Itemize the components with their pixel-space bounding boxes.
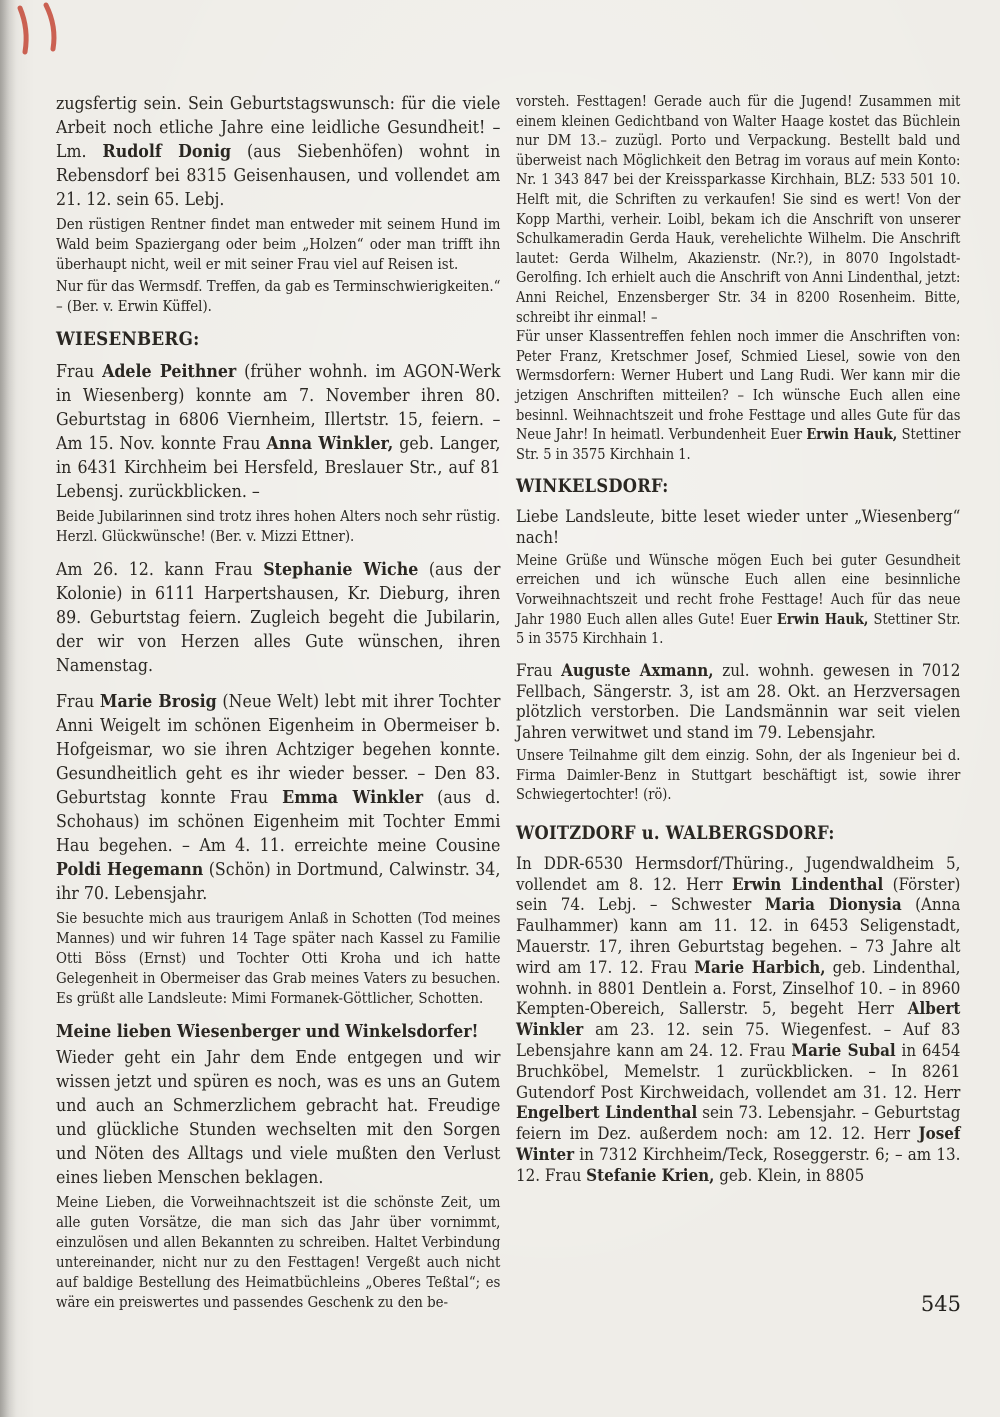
report-note-formanek: Sie besuchte mich aus traurigem Anlaß in Schotten (Tod meines Mannes) und wir fuhren 14 Tage später nach Kassel zu Familie Otti Böss (Ernst) und Tochter Otti Kroha und ich hatte Gelegenheit in Obermeiser das Grab meines Vaters zu besuchen. Es grüßt alle Landsleute: Mimi Formanek-Göttlicher, Schotten.: [56, 909, 501, 1007]
section-heading-woitzdorf-walbergsdorf: WOITZDORF u. WALBERGSDORF:: [516, 822, 835, 844]
section-heading-wiesenberg: WIESENBERG:: [56, 328, 200, 350]
editor-note-vorweihnachtszeit: Meine Lieben, die Vorweihnachtszeit ist die schönste Zeit, um alle guten Vorsätze, die man sich das Jahr über vornimmt, einzulösen und allen Bekannten zu schreiben. Haltet Verbindung untereinander, nicht nur zu den Festtagen! Vergeßt auch nicht auf baldige Bestellung des Heimatbüchleins „Oberes Teßtal“; es wäre ein preiswertes und passendes Geschenk zu den be-: [56, 1193, 501, 1311]
article-rudolf-donig: zugsfertig sein. Sein Geburtstagswunsch: für die viele Arbeit noch etliche Jahre eine leidliche Gesundheit! – Lm. Rudolf Donig (aus Siebenhöfen) wohnt in Rebensdorf bei 8315 Geisenhausen, und vollendet am 21. 12. sein 65. Lebj.: [56, 93, 501, 210]
article-stephanie-wiche: Am 26. 12. kann Frau Stephanie Wiche (aus der Kolonie) in 6111 Harpertshausen, Kr. Dieburg, ihren 89. Geburtstag feiern. Zugleich begeht die Jubilarin, der wir von Herzen alles Gute wünschen, ihren Namenstag.: [56, 559, 501, 676]
page-number: 545: [920, 1292, 961, 1316]
right-column: [516, 92, 960, 1199]
note-winkelsdorf-greeting: Meine Grüße und Wünsche mögen Euch bei guter Gesundheit erreichen und ich wünsche Euch allen eine besinnliche Vorweihnachtszeit und recht frohe Festtage! Auch für das neue Jahr 1980 Euch allen alles Gute! Euer Erwin Hauk, Stettiner Str. 5 in 3575 Kirchhain 1.: [516, 551, 961, 648]
red-pen-marks: [6, 0, 76, 62]
left-column: [56, 92, 500, 1324]
section-heading-winkelsdorf: WINKELSDORF:: [516, 476, 669, 498]
report-note-donig: Den rüstigen Rentner findet man entweder mit seinem Hund im Wald beim Spaziergang oder beim „Holzen“ oder man trifft ihn überhaupt nicht, weil er mit seiner Frau viel auf Reisen ist.: [56, 215, 501, 273]
red-pen-stroke: [46, 5, 54, 49]
red-pen-stroke: [20, 8, 26, 52]
continuation-note-hauk: vorsteh. Festtagen! Gerade auch für die Jugend! Zusammen mit einem kleinen Gedichtband von Walter Haage kostet das Büchlein nur DM 13.– zuzügl. Porto und Verpackung. Bestellt bald und überweist nach Möglichkeit den Betrag im voraus auf mein Konto: Nr. 1 343 847 bei der Kreissparkasse Kirchhain, BLZ: 533 501 10. Helft mit, die Schriften zu verkaufen! Sie sind es wert! Von der Kopp Marthi, verheir. Loibl, bekam ich die Anschrift von unserer Schulkameradin Gerda Hauk, verehelichte Wilhelm. Die Anschrift lautet: Gerda Wilhelm, Akazienstr. (Nr.?), in 8070 Ingolstadt-Gerolfing. Ich erhielt auch die Anschrift von Anni Lindenthal, jetzt: Anni Reichel, Enzensberger Str. 34 in 8200 Rosenheim. Bitte, schreibt ihr einmal! – Für unser Klassentreffen fehlen noch immer die Anschriften von: Peter Franz, Kretschmer Josef, Schmied Liesel, sowie von den Wermsdorfern: Werner Hubert und Lang Rudi. Wer kann mir die jetzigen Anschriften mitteilen? – Ich wünsche Euch allen eine besinnl. Weihnachtszeit und frohe Festtage und alles Gute für das Neue Jahr! In heimatl. Verbundenheit Euer Erwin Hauk, Stettiner Str. 5 in 3575 Kirchhain 1.: [516, 93, 961, 463]
editor-greeting-text: Wieder geht ein Jahr dem Ende entgegen und wir wissen jetzt und spüren es noch, was es uns an Gutem und auch an Schmerzlichem gebracht hat. Freudige und glückliche Stunden wechselten mit den Sorgen und Nöten des Alltags und viele mußten den Verlust eines lieben Menschen beklagen.: [56, 1047, 501, 1188]
article-peithner-winkler: Frau Adele Peithner (früher wohnh. im AGON-Werk in Wiesenberg) konnte am 7. November ihren 80. Geburtstag in 6806 Viernheim, Illertstr. 15, feiern. – Am 15. Nov. konnte Frau Anna Winkler, geb. Langer, in 6431 Kirchheim bei Hersfeld, Breslauer Str., auf 81 Lebensj. zurückblicken. –: [56, 361, 501, 502]
note-axmann-condolence: Unsere Teilnahme gilt dem einzig. Sohn, der als Ingenieur bei d. Firma Daimler-Benz in Stuttgart beschäftigt ist, sowie ihrer Schwiegertochter! (rö).: [516, 747, 961, 804]
page-edge-shadow: [0, 0, 16, 1417]
report-note-wermsdorf-treffen: Nur für das Wermsdf. Treffen, da gab es Terminschwierigkeiten.“ – (Ber. v. Erwin Küffel).: [56, 277, 501, 315]
article-winkelsdorf-notice: Liebe Landsleute, bitte leset wieder unter „Wiesenberg“ nach!: [516, 507, 961, 549]
article-december-birthdays: In DDR-6530 Hermsdorf/Thüring., Jugendwaldheim 5, vollendet am 8. 12. Herr Erwin Lindenthal (Förster) sein 74. Lebj. – Schwester Maria Dionysia (Anna Faulhammer) kann am 11. 12. in 6453 Seligenstadt, Mauerstr. 17, ihren Geburtstag begehen. – 73 Jahre alt wird am 17. 12. Frau Marie Harbich, geb. Lindenthal, wohnh. in 8801 Dentlein a. Forst, Zinselhof 10. – in 8960 Kempten-Obereich, Sallerstr. 5, begeht Herr Albert Winkler am 23. 12. sein 75. Wiegenfest. – Auf 83 Lebensjahre kann am 24. 12. Frau Marie Subal in 6454 Bruchköbel, Memelstr. 1 zurückblicken. – In 8261 Gutendorf Post Kirchweidach, vollendet am 31. 12. Herr Engelbert Lindenthal sein 73. Lebensjahr. – Geburtstag feiern im Dez. außerdem noch: am 12. 12. Herr Josef Winter in 7312 Kirchheim/Teck, Roseggerstr. 6; – am 13. 12. Frau Stefanie Krien, geb. Klein, in 8805: [516, 853, 961, 1186]
report-note-jubilarinnen: Beide Jubilarinnen sind trotz ihres hohen Alters noch sehr rüstig. Herzl. Glückwünsche! (Ber. v. Mizzi Ettner).: [56, 507, 501, 545]
obituary-auguste-axmann: Frau Auguste Axmann, zul. wohnh. gewesen in 7012 Fellbach, Sängerstr. 3, ist am 28. Okt. an Herzversagen plötzlich verstorben. Die Landsmännin war seit vielen Jahren verwitwet und stand im 79. Lebensjahr.: [516, 660, 961, 744]
article-brosig-winkler-hegemann: Frau Marie Brosig (Neue Welt) lebt mit ihrer Tochter Anni Weigelt im schönen Eigenheim in Obermeiser b. Hofgeismar, wo sie ihren Achtziger begehen konnte. Gesundheitlich geht es ihr wieder besser. – Den 83. Geburtstag konnte Frau Emma Winkler (aus d. Schohaus) im schönen Eigenheim mit Tochter Emmi Hau begehen. – Am 4. 11. erreichte meine Cousine Poldi Hegemann (Schön) in Dortmund, Calwinstr. 34, ihr 70. Lebensjahr.: [56, 691, 501, 904]
editor-greeting-headline: Meine lieben Wiesenberger und Winkelsdorfer!: [56, 1021, 479, 1042]
